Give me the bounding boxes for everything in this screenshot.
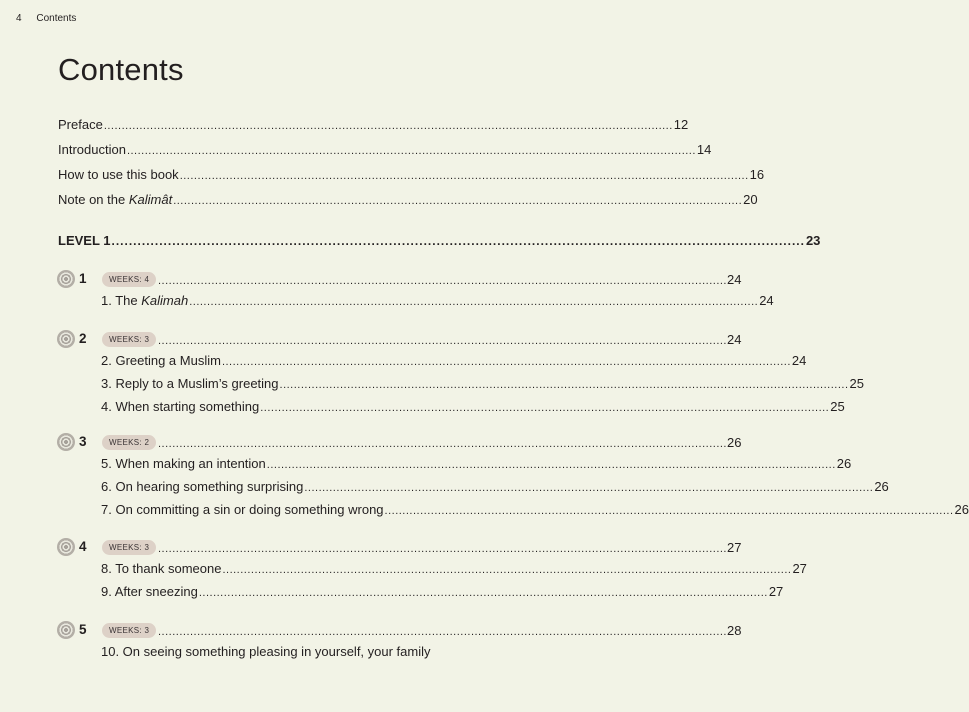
dot-leader: ................................................................................................................................................................	[158, 626, 727, 638]
entry-page-number: 26	[726, 435, 742, 450]
entry-label	[101, 456, 266, 472]
entry-page-number: 25	[830, 399, 845, 414]
unit-number: 5	[79, 622, 87, 637]
dot-leader: ................................................................................................................................................................	[158, 275, 727, 287]
entry-page-number: 27	[792, 561, 807, 576]
unit-number: 2	[79, 331, 87, 346]
entry-page-number: 24	[759, 293, 774, 308]
unit-header[interactable]	[58, 331, 742, 350]
target-icon	[57, 621, 75, 639]
level-heading[interactable]	[58, 233, 821, 249]
entry-label-text: 4. When starting something	[101, 399, 260, 414]
entry-label	[101, 479, 303, 495]
toc-entry[interactable]	[101, 376, 864, 393]
entry-label	[58, 192, 172, 208]
dot-leader: ................................................................................................................................................................	[384, 505, 954, 517]
entry-label-text: 3. Reply to a Muslim’s greeting	[101, 376, 279, 391]
unit-header[interactable]	[58, 539, 742, 558]
entry-page-number: 16	[749, 167, 765, 182]
toc-entry[interactable]	[101, 293, 774, 310]
weeks-badge: WEEKS: 4	[102, 272, 156, 287]
dot-leader: ................................................................................................................................................................	[158, 543, 727, 555]
toc-entry[interactable]	[101, 479, 889, 496]
entry-page-number: 26	[954, 502, 969, 517]
entry-label	[101, 502, 384, 518]
entry-label-text: 9. After sneezing	[101, 584, 198, 599]
target-icon	[57, 270, 75, 288]
unit-leader-line	[158, 332, 742, 349]
dot-leader: ................................................................................................................................................................	[158, 335, 727, 347]
unit-header[interactable]	[58, 434, 742, 453]
dot-leader: ................................................................................................................................................................	[158, 438, 727, 450]
toc-entry[interactable]	[58, 117, 689, 134]
toc-entry[interactable]	[101, 644, 447, 660]
entry-label-text: 6. On hearing something surprising	[101, 479, 304, 494]
entry-label: Preface	[58, 117, 103, 132]
dot-leader: ................................................................................................................................................................	[103, 120, 673, 132]
entry-page-number: 23	[805, 233, 821, 248]
entry-label-italic: Kalimah	[141, 293, 189, 308]
toc-entry[interactable]	[58, 192, 758, 209]
entry-page-number: 20	[743, 192, 758, 207]
running-head	[16, 13, 76, 24]
dot-leader: ................................................................................................................................................................	[266, 459, 836, 471]
toc-entry[interactable]	[101, 561, 807, 578]
dot-leader: ................................................................................................................................................................	[221, 356, 791, 368]
toc-entry[interactable]	[101, 399, 845, 416]
toc-entry[interactable]	[101, 456, 852, 473]
entry-label	[101, 353, 221, 369]
entry-label-text: Note on the	[58, 192, 129, 207]
dot-leader: ................................................................................................................................................................	[179, 170, 749, 182]
entry-page-number: 27	[726, 540, 742, 555]
dot-leader: ................................................................................................................................................................	[260, 402, 830, 414]
unit-number: 1	[79, 271, 87, 286]
entry-page-number: 14	[696, 142, 712, 157]
unit-number: 3	[79, 434, 87, 449]
toc-entry[interactable]	[58, 142, 712, 159]
target-icon	[57, 330, 75, 348]
running-head-section: Contents	[36, 13, 77, 24]
dot-leader: ................................................................................................................................................................	[189, 296, 759, 308]
entry-label-text: 1. The	[101, 293, 142, 308]
entry-label-text: 7. On committing a sin or doing something wrong	[101, 502, 384, 517]
unit-leader-line	[158, 272, 742, 289]
entry-label: Introduction	[58, 142, 126, 157]
entry-page-number: 24	[726, 332, 742, 347]
entry-label-text: 8. To thank someone	[101, 561, 222, 576]
dot-leader: ................................................................................................................................................................	[279, 379, 849, 391]
entry-label: How to use this book	[58, 167, 179, 182]
entry-page-number: 25	[849, 376, 864, 391]
entry-label-text: 2. Greeting a Muslim	[101, 353, 221, 368]
weeks-badge: WEEKS: 3	[102, 623, 156, 638]
entry-page-number: 24	[791, 353, 807, 368]
entry-label-italic: Kalimât	[128, 192, 173, 207]
page-title: Contents	[58, 52, 184, 87]
entry-page-number: 26	[874, 479, 889, 494]
entry-label	[101, 561, 221, 577]
dot-leader: ................................................................................................................................................................	[304, 482, 874, 494]
entry-label: LEVEL 1	[58, 233, 111, 248]
unit-leader-line	[158, 623, 742, 640]
toc-entry[interactable]	[101, 502, 969, 519]
entry-label	[101, 399, 259, 415]
unit-header[interactable]	[58, 622, 742, 641]
entry-page-number: 27	[768, 584, 784, 599]
dot-leader: ................................................................................................................................................................	[198, 587, 768, 599]
dot-leader: ................................................................................................................................................................	[222, 564, 792, 576]
entry-label-text: 10. On seeing something pleasing in yourself, your family	[101, 644, 431, 659]
page-number: 4	[16, 13, 22, 24]
entry-label-text: 5. When making an intention	[101, 456, 266, 471]
unit-number: 4	[79, 539, 87, 554]
toc-entry[interactable]	[58, 167, 765, 184]
entry-page-number: 24	[726, 272, 742, 287]
entry-label	[101, 584, 198, 600]
dot-leader: ................................................................................................................................................................	[111, 234, 805, 248]
dot-leader: ................................................................................................................................................................	[173, 195, 743, 207]
target-icon	[57, 538, 75, 556]
weeks-badge: WEEKS: 3	[102, 540, 156, 555]
entry-label	[101, 644, 431, 660]
toc-entry[interactable]	[101, 353, 807, 370]
unit-leader-line	[158, 435, 742, 452]
dot-leader: ................................................................................................................................................................	[126, 145, 696, 157]
entry-label	[101, 376, 279, 392]
unit-header[interactable]	[58, 271, 742, 290]
entry-label	[101, 293, 188, 309]
target-icon	[57, 433, 75, 451]
entry-page-number: 12	[673, 117, 689, 132]
unit-leader-line	[158, 540, 742, 557]
weeks-badge: WEEKS: 3	[102, 332, 156, 347]
entry-page-number: 28	[726, 623, 742, 638]
entry-page-number: 26	[836, 456, 852, 471]
weeks-badge: WEEKS: 2	[102, 435, 156, 450]
toc-entry[interactable]	[101, 584, 784, 601]
